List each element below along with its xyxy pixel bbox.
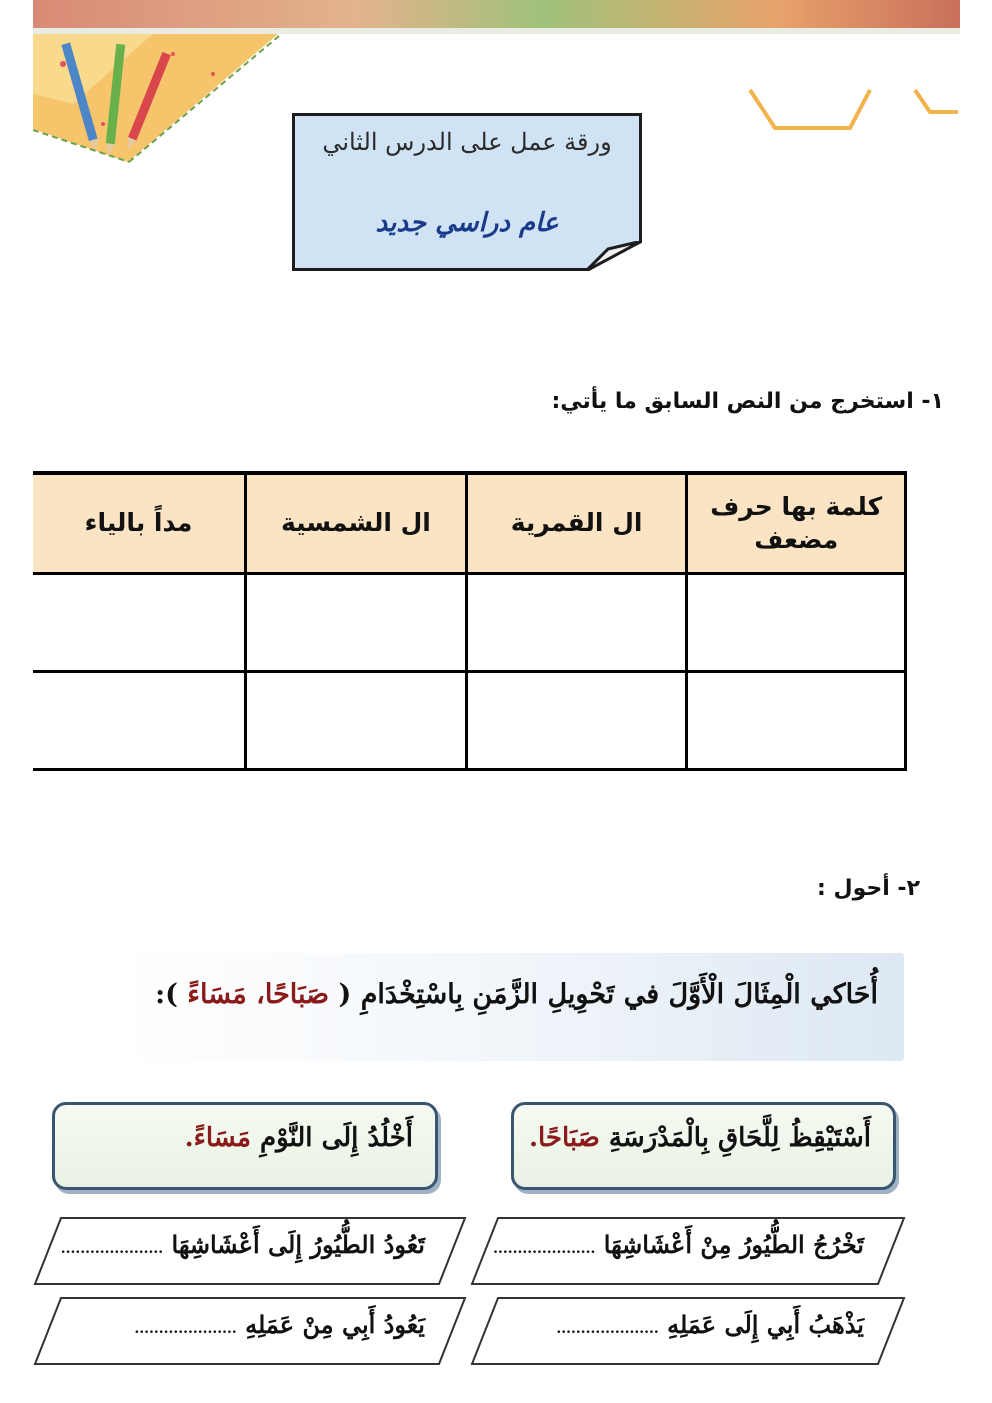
instruction-end: ): bbox=[155, 979, 178, 1010]
example-text: أَسْتَيْقِظُ لِلَّحَاقِ بِالْمَدْرَسَةِ bbox=[608, 1123, 871, 1153]
answer-blank[interactable]: ..................... bbox=[556, 1321, 659, 1337]
decorative-top-band bbox=[33, 0, 960, 30]
example-time-word: صَبَاحًا. bbox=[528, 1123, 600, 1153]
instruction-main: أُحَاكي الْمِثَالَ الْأَوَّلَ في تَحْوِيلِ الزَّمَنِ بِاسْتِخْدَامِ ( bbox=[338, 979, 878, 1010]
answer-item[interactable] bbox=[33, 1296, 467, 1366]
example-box-morning bbox=[511, 1102, 896, 1190]
answer-blank[interactable]: ..................... bbox=[493, 1241, 596, 1257]
answer-cell[interactable] bbox=[33, 671, 246, 769]
instruction-text bbox=[155, 979, 878, 1010]
pencils-decoration bbox=[33, 34, 293, 164]
example-time-word: مَسَاءً. bbox=[184, 1123, 251, 1153]
item-text: يَعُودُ أَبِي مِنْ عَمَلِهِ bbox=[245, 1310, 425, 1339]
header-lunar-al: ال القمرية bbox=[466, 473, 687, 573]
example-sentence bbox=[529, 1123, 871, 1153]
header-doubled-letter: كلمة بها حرف مضعف bbox=[687, 473, 906, 573]
table-row bbox=[33, 671, 906, 769]
answer-cell[interactable] bbox=[33, 573, 246, 671]
item-sentence bbox=[61, 1230, 425, 1259]
item-sentence bbox=[134, 1310, 425, 1339]
answer-item[interactable] bbox=[470, 1296, 906, 1366]
answer-item[interactable] bbox=[33, 1216, 467, 1286]
question-2-label: ٢- أحول : bbox=[817, 876, 920, 901]
instruction-keywords: صَبَاحًا، مَسَاءً bbox=[187, 979, 330, 1010]
answer-item[interactable] bbox=[470, 1216, 906, 1286]
example-box-evening bbox=[52, 1102, 438, 1190]
instruction-banner bbox=[118, 953, 904, 1061]
header-long-ya: مداً بالياء bbox=[33, 473, 246, 573]
example-text: أَخْلُدُ إِلَى النَّوْمِ bbox=[260, 1123, 413, 1153]
header-solar-al: ال الشمسية bbox=[246, 473, 467, 573]
answer-cell[interactable] bbox=[246, 671, 467, 769]
decorative-hexagons bbox=[730, 60, 960, 160]
answer-blank[interactable]: ..................... bbox=[60, 1241, 164, 1257]
worksheet-subtitle: عام دراسي جديد bbox=[375, 208, 559, 238]
answer-cell[interactable] bbox=[687, 671, 906, 769]
item-sentence bbox=[493, 1230, 864, 1259]
table-row bbox=[33, 573, 906, 671]
page-curl-icon bbox=[586, 241, 642, 271]
item-text: تَعُودُ الطُّيُورُ إِلَى أَعْشَاشِهَا bbox=[171, 1230, 425, 1259]
extraction-table bbox=[33, 471, 907, 771]
item-text: تَخْرُجُ الطُّيُورُ مِنْ أَعْشَاشِهَا bbox=[603, 1230, 864, 1259]
item-sentence bbox=[556, 1310, 864, 1339]
table-header-row bbox=[33, 473, 906, 573]
worksheet-title: ورقة عمل على الدرس الثاني bbox=[322, 128, 612, 156]
worksheet-title-card bbox=[292, 113, 642, 271]
item-text: يَذْهَبُ أَبِي إِلَى عَمَلِهِ bbox=[667, 1310, 864, 1339]
answer-blank[interactable]: ..................... bbox=[134, 1321, 237, 1337]
example-sentence bbox=[185, 1123, 413, 1153]
answer-cell[interactable] bbox=[466, 573, 687, 671]
answer-cell[interactable] bbox=[687, 573, 906, 671]
answer-cell[interactable] bbox=[246, 573, 467, 671]
question-1-label: ١- استخرج من النص السابق ما يأتي: bbox=[551, 389, 944, 414]
answer-cell[interactable] bbox=[466, 671, 687, 769]
